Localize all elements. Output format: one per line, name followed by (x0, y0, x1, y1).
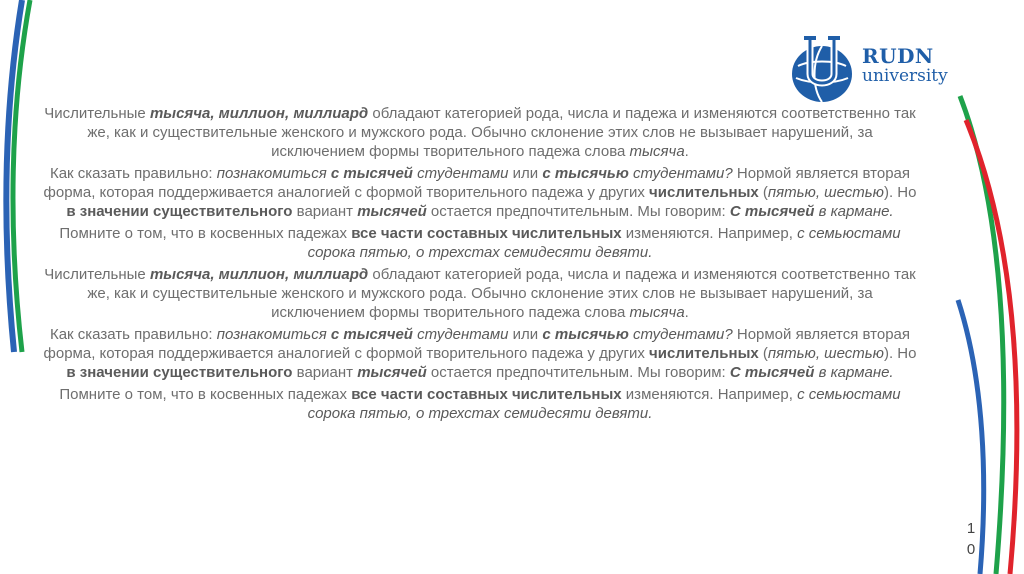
text-run: тысяча (629, 143, 685, 160)
text-run: С тысячей (729, 203, 815, 220)
logo-subtitle: university (862, 66, 948, 86)
text-run: в значении существительного (66, 203, 293, 220)
text-run: Нормой является вторая форма, которая поддерживается аналогией с формой творительного падежа у других (43, 165, 911, 201)
text-run: студентами (412, 165, 509, 182)
text-run: с семьюстами сорока пятью, о трехстах семидесяти девяти. (307, 386, 901, 422)
page-number (963, 518, 979, 560)
rudn-logo (790, 36, 990, 106)
text-run: студентами (412, 326, 509, 343)
text-run: или (508, 165, 543, 182)
text-run: пятью, шестью (767, 345, 884, 362)
text-run: с тысячей (330, 165, 413, 182)
text-run: . (684, 304, 689, 321)
body-paragraph (40, 164, 920, 221)
globe-emblem-icon (790, 36, 856, 106)
text-run: Как сказать правильно: (49, 326, 217, 343)
text-run: Как сказать правильно: (49, 165, 217, 182)
text-run: все части составных числительных (351, 225, 622, 242)
text-run: . (684, 143, 689, 160)
text-run: Числительные (44, 105, 150, 122)
text-run: вариант (292, 364, 358, 381)
text-run: остается предпочтительным. Мы говорим: (426, 364, 730, 381)
slide-body-text (40, 104, 920, 426)
text-run: изменяются. Например, (621, 225, 798, 242)
body-paragraph (40, 265, 920, 322)
text-run: с тысячью (542, 326, 629, 343)
text-run: С тысячей (729, 364, 815, 381)
text-run: с семьюстами сорока пятью, о трехстах семидесяти девяти. (307, 225, 901, 261)
body-paragraph (40, 325, 920, 382)
text-run: остается предпочтительным. Мы говорим: (426, 203, 730, 220)
text-run: студентами? (628, 165, 733, 182)
body-paragraph (40, 385, 920, 423)
text-run: все части составных числительных (351, 386, 622, 403)
body-paragraph (40, 224, 920, 262)
page-number-line1: 1 (966, 520, 976, 537)
text-run: студентами? (628, 326, 733, 343)
text-run: ). Но (883, 345, 917, 362)
text-run: ( (758, 345, 768, 362)
text-run: с тысячей (330, 326, 413, 343)
text-run: или (508, 326, 543, 343)
text-run: обладают категорией рода, числа и падежа и изменяются соответственно так же, как и существительные женского и мужского рода. Обычно склонение этих слов не вызывает нарушений, за исключением формы творительного падежа слова (87, 105, 916, 160)
text-run: тысяча (629, 304, 685, 321)
body-paragraph (40, 104, 920, 161)
text-run: в кармане. (814, 203, 894, 220)
page-number-line2: 0 (966, 541, 976, 558)
text-run: с тысячью (542, 165, 629, 182)
text-run: ( (758, 184, 768, 201)
text-run: изменяются. Например, (621, 386, 798, 403)
text-run: Помните о том, что в косвенных падежах (59, 386, 352, 403)
text-run: тысячей (357, 203, 427, 220)
text-run: Числительные (44, 266, 150, 283)
text-run: тысячей (357, 364, 427, 381)
text-run: познакомиться (216, 326, 331, 343)
text-run: Помните о том, что в косвенных падежах (59, 225, 352, 242)
text-run: числительных (649, 184, 759, 201)
text-run: познакомиться (216, 165, 331, 182)
text-run: Нормой является вторая форма, которая поддерживается аналогией с формой творительного падежа у других (43, 326, 911, 362)
text-run: обладают категорией рода, числа и падежа и изменяются соответственно так же, как и существительные женского и мужского рода. Обычно склонение этих слов не вызывает нарушений, за исключением формы творительного падежа слова (87, 266, 916, 321)
text-run: пятью, шестью (767, 184, 884, 201)
text-run: тысяча, миллион, миллиард (149, 266, 369, 283)
left-decorative-arcs (0, 0, 40, 574)
text-run: ). Но (883, 184, 917, 201)
logo-title: RUDN (862, 44, 934, 68)
text-run: в кармане. (814, 364, 894, 381)
text-run: тысяча, миллион, миллиард (149, 105, 369, 122)
text-run: числительных (649, 345, 759, 362)
text-run: вариант (292, 203, 358, 220)
text-run: в значении существительного (66, 364, 293, 381)
